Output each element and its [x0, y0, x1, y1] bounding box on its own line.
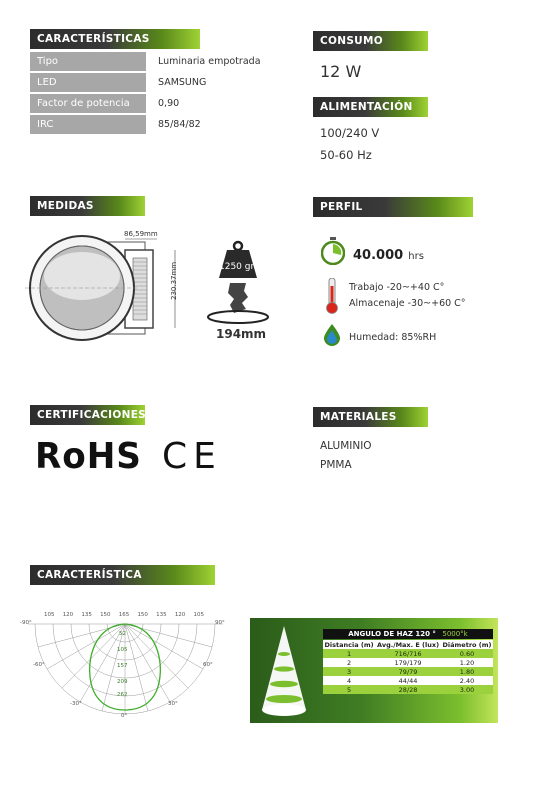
table-cell: 179/179	[375, 658, 441, 667]
polar-ring-label: 262	[117, 692, 128, 698]
cct-value: 5000°k	[442, 630, 468, 638]
table-row	[323, 667, 493, 676]
material-item: ALUMINIO	[320, 440, 372, 452]
spec-value: SAMSUNG	[158, 77, 207, 88]
column-header: Diámetro (m)	[442, 640, 492, 649]
polar-side-label: -30°	[70, 701, 82, 707]
spec-key: Factor de potencia	[30, 94, 146, 115]
hours-value: 40.000	[353, 248, 404, 263]
spec-row	[30, 52, 298, 73]
polar-top-label: 150	[100, 612, 111, 618]
weight-icon	[213, 240, 263, 280]
consumo-value: 12 W	[320, 62, 362, 81]
almacenaje-range: Almacenaje -30~+60 C°	[349, 298, 466, 309]
polar-top-label: 120	[174, 612, 186, 618]
section-header-consumo: CONSUMO	[313, 31, 428, 51]
polar-side-label: -90°	[20, 620, 32, 626]
table-cell: 1	[323, 649, 375, 658]
photometric-title-bar	[323, 629, 493, 639]
polar-side-label: -60°	[33, 662, 45, 668]
depth-dimension: 86,59mm	[124, 230, 158, 238]
section-header-perfil: PERFIL MEDIOAMBIENTAL	[313, 197, 473, 217]
hours-unit: hrs	[408, 251, 424, 262]
voltage-value: 100/240 V	[320, 126, 380, 140]
trabajo-range: Trabajo -20~+40 C°	[349, 282, 445, 293]
table-cell: 5	[323, 685, 375, 694]
frequency-value: 50-60 Hz	[320, 148, 372, 162]
spec-row	[30, 73, 298, 94]
table-cell: 1.20	[441, 658, 493, 667]
cutout-icon	[206, 283, 270, 325]
table-cell: 79/79	[375, 667, 441, 676]
polar-ring-label: 157	[117, 663, 128, 669]
table-cell: 1.80	[441, 667, 493, 676]
weight-value: 1250 gr	[219, 262, 255, 272]
polar-top-label: 135	[81, 612, 92, 618]
rohs-logo: RoHS	[35, 436, 142, 477]
spec-value: Luminaria empotrada	[158, 56, 261, 67]
polar-top-labels	[44, 612, 204, 618]
beam-angle: ANGULO DE HAZ 120 °	[348, 630, 436, 638]
section-header-caracteristicas: CARACTERÍSTICAS	[30, 29, 200, 49]
spec-value: 0,90	[158, 98, 180, 109]
humidity-value: Humedad: 85%RH	[349, 332, 437, 343]
stopwatch-icon	[321, 237, 345, 265]
table-cell: 4	[323, 676, 375, 685]
table-cell: 2	[323, 658, 375, 667]
table-header-row	[323, 640, 493, 649]
polar-top-label: 150	[137, 612, 148, 618]
spec-key: LED	[30, 73, 146, 94]
height-dimension: 230.37mm	[170, 261, 178, 300]
table-row	[323, 658, 493, 667]
table-cell: 44/44	[375, 676, 441, 685]
table-cell: 28/28	[375, 685, 441, 694]
polar-side-label: 0°	[121, 713, 128, 719]
light-cone-icon	[256, 624, 312, 719]
polar-side-label: 60°	[203, 662, 213, 668]
thermometer-icon	[325, 278, 339, 314]
polar-top-label: 105	[44, 612, 55, 618]
table-cell: 0.60	[441, 649, 493, 658]
photometric-table	[323, 640, 493, 694]
section-header-certificaciones: CERTIFICACIONES	[30, 405, 145, 425]
polar-ring-label: 52	[119, 631, 126, 637]
table-cell: 716/716	[375, 649, 441, 658]
table-row	[323, 676, 493, 685]
polar-side-label: 30°	[168, 701, 178, 707]
spec-value: 85/84/82	[158, 119, 201, 130]
polar-top-label: 165	[118, 612, 130, 618]
section-header-medidas: MEDIDAS	[30, 196, 145, 216]
spec-key: IRC	[30, 115, 146, 136]
polar-ring-label: 105	[117, 647, 128, 653]
ce-logo: CE	[162, 436, 222, 477]
section-header-alimentacion: ALIMENTACIÓN	[313, 97, 428, 117]
table-cell: 2.40	[441, 676, 493, 685]
specs-table	[30, 52, 298, 136]
cutout-value: 194mm	[216, 327, 267, 341]
section-header-materiales: MATERIALES	[313, 407, 428, 427]
polar-top-label: 135	[156, 612, 167, 618]
table-cell: 3	[323, 667, 375, 676]
polar-ring-label: 209	[117, 679, 128, 685]
humidity-icon	[324, 324, 340, 346]
column-header: Distancia (m)	[324, 640, 374, 649]
section-header-fotometrica: CARACTERÍSTICA FOTOMÉTRICA	[30, 565, 215, 585]
polar-top-label: 120	[62, 612, 74, 618]
polar-side-label: 90°	[215, 620, 225, 626]
spec-row	[30, 115, 298, 136]
polar-top-label: 105	[193, 612, 204, 618]
table-row	[323, 685, 493, 694]
table-cell: 3.00	[441, 685, 493, 694]
material-item: PMMA	[320, 459, 352, 471]
column-header: Avg./Max. E (lux)	[377, 640, 440, 649]
table-row	[323, 649, 493, 658]
spec-key: Tipo	[30, 52, 146, 73]
spec-row	[30, 94, 298, 115]
